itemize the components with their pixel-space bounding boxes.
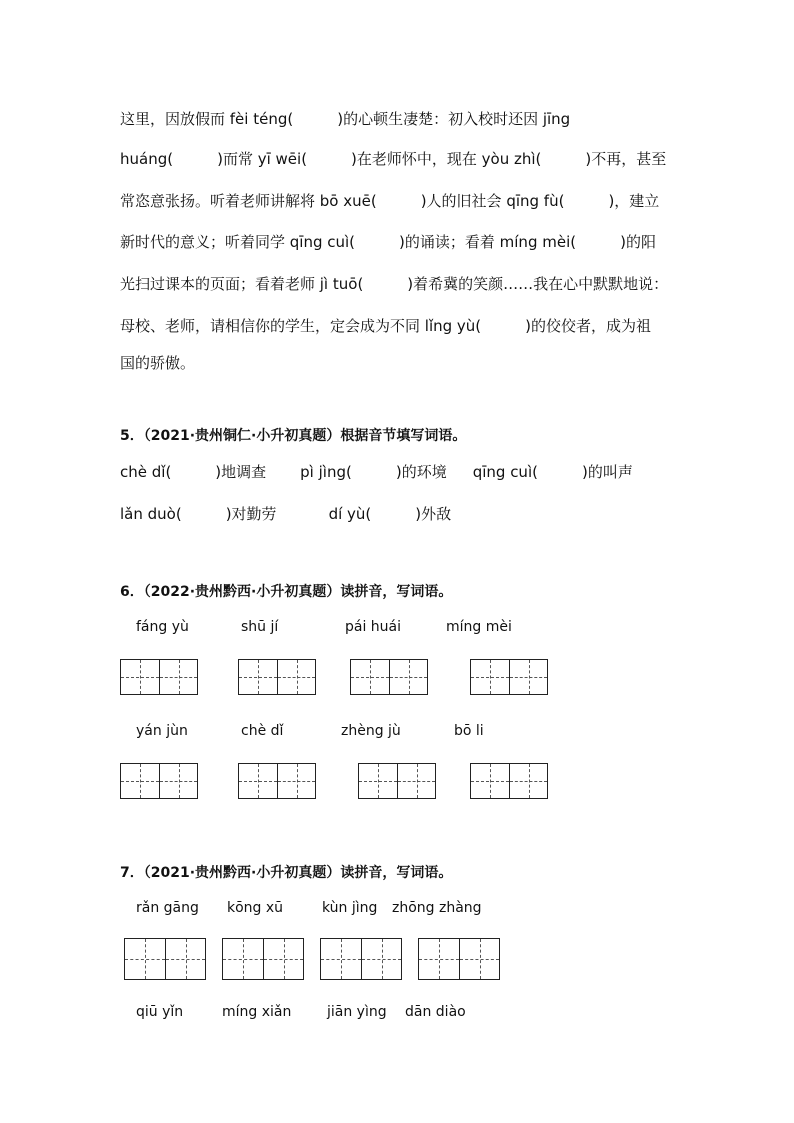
writing-grid[interactable] bbox=[120, 659, 198, 695]
pinyin-label: yán jùn bbox=[136, 723, 188, 739]
pinyin-label: kōng xū bbox=[227, 900, 284, 916]
writing-grid[interactable] bbox=[418, 938, 500, 980]
pinyin-label: dān diào bbox=[405, 1004, 466, 1020]
question-5-title: 5．（2021·贵州铜仁·小升初真题）根据音节填写词语。 bbox=[120, 428, 467, 444]
pinyin-label: qiū yǐn bbox=[136, 1004, 184, 1020]
paragraph-line-2: huáng( )而常 yī wēi( )在老师怀中，现在 yòu zhì( )不再，甚至 bbox=[120, 150, 667, 168]
paragraph-line-7: 国的骄傲。 bbox=[120, 354, 196, 372]
pinyin-label: fáng yù bbox=[136, 619, 189, 635]
writing-grid[interactable] bbox=[470, 763, 548, 799]
writing-grid[interactable] bbox=[470, 659, 548, 695]
paragraph-line-1: 这里，因放假而 fèi téng( )的心顿生凄楚：初入校时还因 jīng bbox=[120, 110, 571, 128]
writing-grid[interactable] bbox=[238, 763, 316, 799]
paragraph-line-4: 新时代的意义；听着同学 qīng cuì( )的诵读；看着 míng mèi( )的阳 bbox=[120, 233, 656, 251]
question-6-title: 6．（2022·贵州黔西·小升初真题）读拼音，写词语。 bbox=[120, 584, 453, 600]
pinyin-label: bō li bbox=[454, 723, 484, 739]
pinyin-label: zhōng zhàng bbox=[392, 900, 482, 916]
writing-grid[interactable] bbox=[222, 938, 304, 980]
pinyin-label: zhèng jù bbox=[341, 723, 401, 739]
writing-grid[interactable] bbox=[320, 938, 402, 980]
paragraph-line-3: 常恣意张扬。听着老师讲解将 bō xuē( )人的旧社会 qīng fù( )，建立 bbox=[120, 192, 660, 210]
writing-grid[interactable] bbox=[350, 659, 428, 695]
pinyin-label: jiān yìng bbox=[327, 1004, 387, 1020]
q5-row-2: lǎn duò( )对勤劳 dí yù( )外敌 bbox=[120, 505, 452, 523]
pinyin-label: míng mèi bbox=[446, 619, 512, 635]
writing-grid[interactable] bbox=[238, 659, 316, 695]
pinyin-label: kùn jìng bbox=[322, 900, 378, 916]
q5-row-1: chè dǐ( )地调查 pì jìng( )的环境 qīng cuì( )的叫声 bbox=[120, 463, 633, 481]
pinyin-label: chè dǐ bbox=[241, 723, 284, 739]
pinyin-label: pái huái bbox=[345, 619, 402, 635]
paragraph-line-6: 母校、老师，请相信你的学生，定会成为不同 lǐng yù( )的佼佼者，成为祖 bbox=[120, 317, 651, 335]
writing-grid[interactable] bbox=[358, 763, 436, 799]
pinyin-label: míng xiǎn bbox=[222, 1004, 292, 1020]
pinyin-label: shū jí bbox=[241, 619, 279, 635]
writing-grid[interactable] bbox=[124, 938, 206, 980]
question-7-title: 7．（2021·贵州黔西·小升初真题）读拼音，写词语。 bbox=[120, 865, 453, 881]
writing-grid[interactable] bbox=[120, 763, 198, 799]
paragraph-line-5: 光扫过课本的页面；看着老师 jì tuō( )着希冀的笑颜……我在心中默默地说： bbox=[120, 275, 669, 293]
pinyin-label: rǎn gāng bbox=[136, 900, 199, 916]
